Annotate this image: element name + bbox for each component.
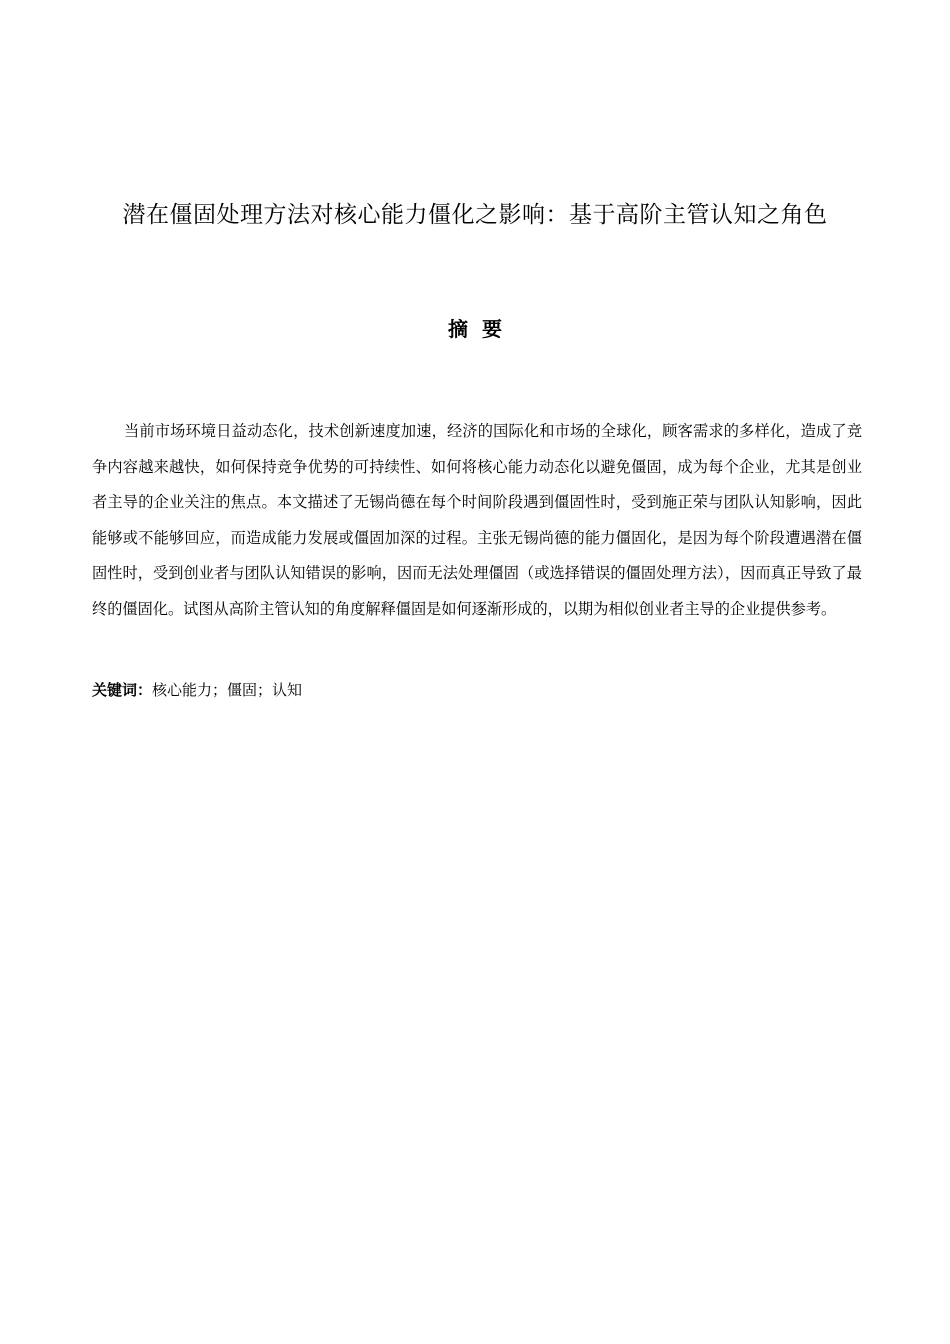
keywords-value: 核心能力；僵固；认知 (152, 681, 303, 699)
abstract-heading: 摘要 (448, 317, 516, 341)
paper-title: 潜在僵固处理方法对核心能力僵化之影响：基于高阶主管认知之角色 (122, 202, 828, 228)
keywords-line (92, 678, 862, 702)
keywords-label: 关键词： (92, 681, 153, 699)
abstract-body: 当前市场环境日益动态化，技术创新速度加速，经济的国际化和市场的全球化，顾客需求的多样化，造成了竞争内容越来越快，如何保持竞争优势的可持续性、如何将核心能力动态化以避免僵固，成为每个企业，尤其是创业者主导的企业关注的焦点。本文描述了无锡尚德在每个时间阶段遇到僵固性时，受到施正荣与团队认知影响，因此能够或不能够回应，而造成能力发展或僵固加深的过程。主张无锡尚德的能力僵固化，是因为每个阶段遭遇潜在僵固性时，受到创业者与团队认知错误的影响，因而无法处理僵固（或选择错误的僵固处理方法），因而真正导致了最终的僵固化。试图从高阶主管认知的角度解释僵固是如何逐渐形成的，以期为相似创业者主导的企业提供参考。 (92, 422, 862, 618)
